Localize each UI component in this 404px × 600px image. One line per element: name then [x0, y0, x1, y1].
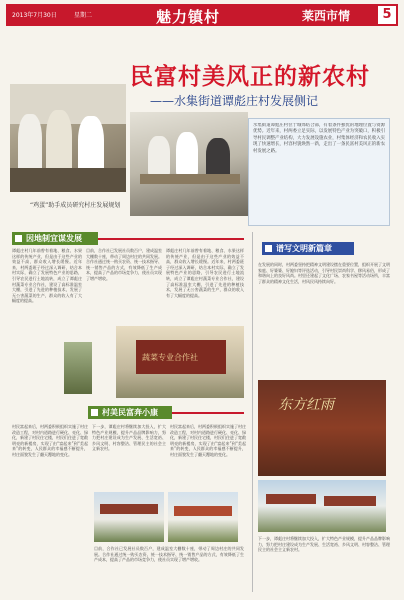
village-houses-photo	[258, 480, 386, 532]
intro-text: 水集街道谭彪庄村位于城郊结合部，有着条件独优的地理位置与资源优势。近年来，村两委立足实际，以发展特色产业为突破口，积极引导村民调整产业结构，大力发展设施农业，村集体经济和农民收入实现了快速增长，村容村貌焕然一新，走出了一条民富村美风正的新农村发展之路。	[253, 123, 385, 154]
section-header-develop: 因地制宜谋发展	[12, 232, 98, 245]
section1-column3: 谭彪庄村几年前曾有着地、粮食、水果这样的传统产业，但是由于这些产业的效益不高，群众收入增长缓慢。近年来，村两委班子经过深入调研，结合本村实际，确立了发展特色产业的思路，引导农民进行土地流转，成立了谭彪庄村蔬菜专业合作社，建设了高标准温室大棚，引进了先进的种植技术，发展了无公害蔬菜的生产，群众的收入有了大幅度的提高。	[166, 248, 244, 298]
section3-column2: 下一步，谭彪庄村将继续加大投入，扩大特色产业规模，提升产品品牌影响力，努力把村庄建设成为生产发展、生活宽裕、乡风文明、村容整洁、管理民主的社会主义新农村。	[92, 424, 166, 452]
main-headline: 民富村美风正的新农村	[130, 63, 370, 90]
issue-date: 2013年7月30日	[12, 12, 57, 19]
cooperative-sign-photo	[116, 326, 244, 398]
section3-bottom-text: 目前，合作社已发展社员数百户，建成温室大棚数十座，带动了周边村庄的共同发展。合作社通过统一购买农资、统一技术指导、统一销售产品的方式，有效降低了生产成本，提高了产品的市场竞争力，使社员实现了增产增收。	[94, 546, 244, 563]
issue-weekday: 星期二	[74, 12, 93, 19]
cooperative-sign-text: 蔬菜专业合作社	[142, 353, 198, 362]
intro-box	[248, 118, 390, 226]
main-subheadline: ——水集街道谭彪庄村发展侧记	[150, 94, 319, 108]
section-header-prosperity: 村美民富奔小康	[88, 406, 172, 419]
farmer-photo	[64, 342, 92, 394]
street-sign-text: 东方红雨	[278, 397, 334, 413]
meeting-photo	[10, 84, 126, 192]
section1-column2: 目前，合作社已发展社员数百户，建成温室大棚数十座，带动了周边村庄的共同发展。合作社通过统一购买农资、统一技术指导、统一销售产品的方式，有效降低了生产成本，提高了产品的市场竞争力，使社员实现了增产增收。	[86, 248, 162, 281]
section1-column1: 谭彪庄村几年前曾有着地、粮食、水果这样的传统产业，但是由于这些产业的效益不高，群众收入增长缓慢。近年来，村两委班子经过深入调研，结合本村实际，确立了发展特色产业的思路，引导农民进行土地流转，成立了谭彪庄村蔬菜专业合作社，建设了高标准温室大棚，引进了先进的种植技术，发展了无公害蔬菜的生产，群众的收入有了大幅度的提高。	[12, 248, 82, 304]
new-homes-photo-1	[94, 492, 164, 542]
section-rule	[98, 238, 244, 240]
section-header-civilization: 谱写文明新篇章	[262, 242, 354, 255]
brand-name: 莱西市情	[302, 9, 351, 23]
section3-column1: 村民富起来后，村两委积极组织实施了村庄改造工程，对村内道路进行硬化、亮化、绿化，新建了村民住宅楼，村民们住进了宽敞明亮的新楼房，实现了由“富起来”到“美起来”的转变，人民群众的幸福感不断提升，村庄面貌发生了翻天覆地的变化。	[12, 424, 88, 457]
section-title: 魅力镇村	[156, 8, 221, 26]
street-sign-photo	[258, 380, 386, 476]
new-homes-photo-2	[168, 492, 238, 542]
column-divider	[252, 232, 253, 592]
page-number: 5	[378, 6, 396, 24]
section2-bottom-text: 下一步，谭彪庄村将继续加大投入，扩大特色产业规模，提升产品品牌影响力，努力把村庄建设成为生产发展、生活宽裕、乡风文明、村容整洁、管理民主的社会主义新农村。	[258, 536, 390, 553]
section2-body: 在发展的同时，村两委坚持把精神文明建设摆在重要位置，组织开展了文明家庭、好婆婆、好媳妇等评选活动，引导村民崇尚科学、移风易俗，形成了和谐向上的良好风尚。村里还建起了文化广场、农家书屋等活动场所，丰富了群众的精神文化生活，村风民风持续向好。	[258, 262, 390, 284]
discussion-photo	[130, 112, 248, 216]
section3-column3: 村民富起来后，村两委积极组织实施了村庄改造工程，对村内道路进行硬化、亮化、绿化，新建了村民住宅楼，村民们住进了宽敞明亮的新楼房，实现了由“富起来”到“美起来”的转变，人民群众的幸福感不断提升，村庄面貌发生了翻天覆地的变化。	[170, 424, 246, 457]
section-rule-2	[172, 412, 244, 414]
photo-caption: “鸡蛋”助手成员研究村庄发展规划	[30, 202, 121, 209]
page-header	[6, 4, 398, 26]
